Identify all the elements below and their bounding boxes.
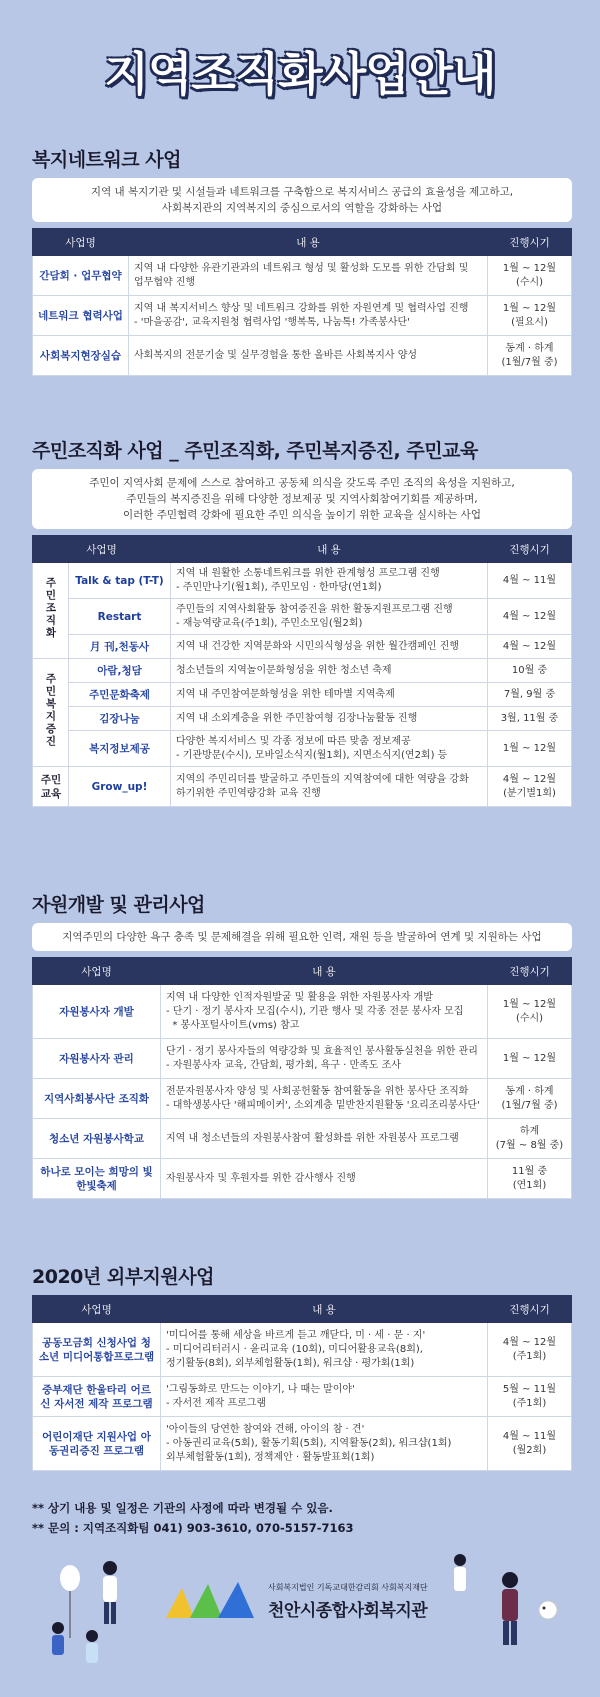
program-content: 청소년들의 지역놀이문화형성을 위한 청소년 축제 bbox=[171, 659, 488, 683]
period-line: (1월/7월 중) bbox=[501, 1099, 558, 1111]
footnote-line: ** 문의 : 지역조직화팀 041) 903-3610, 070-5157-7163 bbox=[32, 1521, 354, 1535]
person-body bbox=[52, 1635, 64, 1655]
table-welfare-network bbox=[32, 228, 572, 376]
program-name: 자원봉사자 개발 bbox=[33, 985, 161, 1039]
logo-shape-green bbox=[190, 1584, 222, 1618]
program-period bbox=[488, 1079, 572, 1119]
program-content bbox=[161, 1039, 488, 1079]
person-head bbox=[86, 1630, 98, 1642]
intro-line: 지역주민의 다양한 욕구 충족 및 문제해결을 위해 필요한 인력, 재원 등을 발굴하여 연계 및 지원하는 사업 bbox=[62, 931, 542, 943]
col-header: 진행시기 bbox=[488, 536, 572, 563]
organization-logo-area bbox=[160, 1578, 460, 1628]
period-line: (월2회) bbox=[512, 1444, 547, 1456]
program-content: 지역 내 소외계층을 위한 주민참여형 김장나눔활동 진행 bbox=[171, 707, 488, 731]
intro-line: 사회복지관의 지역복지의 중심으로서의 역할을 강화하는 사업 bbox=[161, 202, 443, 214]
section-intro bbox=[32, 178, 572, 222]
col-header: 내 용 bbox=[171, 536, 488, 563]
program-name: 하나로 모이는 희망의 빛 한빛축제 bbox=[33, 1159, 161, 1199]
table-external-support bbox=[32, 1295, 572, 1471]
program-name: 복지정보제공 bbox=[69, 731, 171, 767]
organization-logo-icon bbox=[160, 1578, 260, 1622]
table-header-row bbox=[33, 229, 572, 256]
person-body bbox=[86, 1643, 98, 1663]
person-leg bbox=[503, 1621, 509, 1645]
page-title: 지역조직화사업안내 bbox=[104, 47, 496, 101]
content-line: 주민들의 지역사회활동 참여증진을 위한 활동지원프로그램 진행 bbox=[176, 603, 453, 615]
col-header: 사업명 bbox=[33, 229, 129, 256]
program-period: 7월, 9월 중 bbox=[488, 683, 572, 707]
program-name: 중부재단 한울타리 어르신 자서전 제작 프로그램 bbox=[33, 1377, 161, 1417]
content-line: 정기활동(8회), 외부체험활동(1회), 워크샵 · 평가회(1회) bbox=[166, 1357, 415, 1369]
col-header: 사업명 bbox=[33, 1296, 161, 1323]
program-period bbox=[488, 985, 572, 1039]
program-content: 지역 내 건강한 지역문화와 시민의식형성을 위한 월간캠페인 진행 bbox=[171, 635, 488, 659]
program-period bbox=[488, 1159, 572, 1199]
table-header-row bbox=[33, 1296, 572, 1323]
program-content bbox=[161, 1377, 488, 1417]
period-line: (수시) bbox=[515, 276, 544, 288]
col-header: 진행시기 bbox=[488, 958, 572, 985]
content-line: 지역의 주민리더를 발굴하고 주민들의 지역참여에 대한 역량을 강화 bbox=[176, 773, 469, 785]
table-row bbox=[33, 1119, 572, 1159]
content-line: - 기관방문(수시), 모바일소식지(월1회), 지면소식지(연2회) 등 bbox=[176, 749, 448, 761]
program-content bbox=[171, 599, 488, 635]
content-line: 하기위한 주민역량강화 교육 진행 bbox=[176, 787, 321, 799]
section-title: 주민조직화 사업 _ 주민조직화, 주민복지증진, 주민교육 bbox=[32, 440, 478, 462]
content-line: - 자원봉사자 교육, 간담회, 평가회, 욕구 · 만족도 조사 bbox=[166, 1059, 401, 1071]
program-name: 어린이재단 지원사업 아동권리증진 프로그램 bbox=[33, 1417, 161, 1471]
program-content bbox=[129, 296, 488, 336]
table-resource-development bbox=[32, 957, 572, 1199]
person-head bbox=[103, 1561, 117, 1575]
people-illustration-left bbox=[40, 1548, 150, 1678]
program-period bbox=[488, 767, 572, 807]
program-name: 사회복지현장실습 bbox=[33, 336, 129, 376]
period-line: 동계 · 하계 bbox=[505, 342, 554, 354]
program-period bbox=[488, 1417, 572, 1471]
program-period bbox=[488, 296, 572, 336]
table-row bbox=[33, 599, 572, 635]
section-resident-organizing bbox=[32, 436, 572, 807]
content-line: - 단기 · 정기 봉사자 모집(수시), 기관 행사 및 각종 전문 봉사자 모집 bbox=[166, 1005, 464, 1017]
content-line: - 주민만나기(월1회), 주민모임 · 한마당(연1회) bbox=[176, 581, 382, 593]
content-line: 지역 내 다양한 유관기관과의 네트워크 형성 및 활성화 도모를 위한 간담회 및 bbox=[134, 262, 469, 274]
table-row bbox=[33, 1079, 572, 1119]
period-line: (7월 ~ 8월 중) bbox=[495, 1139, 564, 1151]
period-line: (분기별1회) bbox=[503, 787, 556, 799]
col-header: 진행시기 bbox=[488, 229, 572, 256]
program-content bbox=[129, 336, 488, 376]
section-intro bbox=[32, 923, 572, 951]
period-line: 11월 중 bbox=[511, 1165, 548, 1177]
period-line: (필요시) bbox=[511, 316, 548, 328]
program-content: 지역 내 주민참여문화형성을 위한 테마별 지역축제 bbox=[171, 683, 488, 707]
table-row bbox=[33, 256, 572, 296]
content-line: '미디어를 통해 세상을 바르게 듣고 깨닫다, 미 · 세 · 문 · 지' bbox=[166, 1329, 426, 1341]
table-row bbox=[33, 563, 572, 599]
content-line: 지역 내 다양한 인적자원발굴 및 활용을 위한 자원봉사자 개발 bbox=[166, 991, 433, 1003]
table-row bbox=[33, 336, 572, 376]
table-row bbox=[33, 635, 572, 659]
table-row bbox=[33, 985, 572, 1039]
content-line: '아이들의 당연한 참여와 견해, 아이의 참 · 견' bbox=[166, 1423, 365, 1435]
col-header: 내 용 bbox=[161, 1296, 488, 1323]
program-period: 4월 ~ 11월 bbox=[488, 563, 572, 599]
table-row bbox=[33, 1039, 572, 1079]
content-line: 업무협약 진행 bbox=[134, 276, 196, 288]
table-row bbox=[33, 1377, 572, 1417]
intro-line: 주민들의 복지증진을 위해 다양한 정보제공 및 지역사회참여기회를 제공하며, bbox=[126, 493, 478, 505]
program-name: 청소년 자원봉사학교 bbox=[33, 1119, 161, 1159]
period-line: 1월 ~ 12월 bbox=[502, 302, 557, 314]
category-text: 주민교육 bbox=[40, 773, 62, 800]
category-label bbox=[33, 563, 69, 659]
table-header-row bbox=[33, 958, 572, 985]
program-content bbox=[161, 1323, 488, 1377]
program-name: 김장나눔 bbox=[69, 707, 171, 731]
section-welfare-network bbox=[32, 145, 572, 376]
program-period bbox=[488, 336, 572, 376]
program-content bbox=[171, 563, 488, 599]
program-name: 주민문화축제 bbox=[69, 683, 171, 707]
logo-shape-yellow bbox=[166, 1588, 194, 1618]
program-period: 1월 ~ 12월 bbox=[488, 731, 572, 767]
person-leg bbox=[111, 1602, 116, 1624]
content-line: '그림동화로 만드는 이야기, 나 때는 말이야' bbox=[166, 1383, 355, 1395]
content-line: 지역 내 복지서비스 향상 및 네트워크 강화를 위한 자원연계 및 협력사업 진행 bbox=[134, 302, 469, 314]
col-header: 사업명 bbox=[33, 958, 161, 985]
content-line: 단기 · 정기 봉사자들의 역량강화 및 효율적인 봉사활동실천을 위한 관리 bbox=[166, 1045, 478, 1057]
content-line: 다양한 복지서비스 및 각종 정보에 따른 맞춤 정보제공 bbox=[176, 735, 411, 747]
program-period bbox=[488, 1119, 572, 1159]
program-content bbox=[129, 256, 488, 296]
person-body bbox=[502, 1589, 518, 1621]
balloon-icon bbox=[60, 1565, 80, 1591]
program-period: 4월 ~ 12월 bbox=[488, 599, 572, 635]
program-period: 3월, 11월 중 bbox=[488, 707, 572, 731]
table-row bbox=[33, 1323, 572, 1377]
table-row bbox=[33, 767, 572, 807]
content-line: - 재능역량교육(주1회), 주민소모임(월2회) bbox=[176, 617, 363, 629]
logo-shape-blue bbox=[218, 1582, 254, 1618]
period-line: (연1회) bbox=[512, 1179, 547, 1191]
col-header: 진행시기 bbox=[488, 1296, 572, 1323]
content-line: 외부체험활동(1회), 정책제안 · 활동발표회(1회) bbox=[166, 1451, 375, 1463]
content-line: - 미디어리터러시 · 윤리교육 (10회), 미디어활용교육(8회), bbox=[166, 1343, 423, 1355]
section-title: 자원개발 및 관리사업 bbox=[32, 894, 205, 916]
person-leg bbox=[104, 1602, 109, 1624]
col-header: 사업명 bbox=[33, 536, 171, 563]
program-period: 1월 ~ 12월 bbox=[488, 1039, 572, 1079]
program-name: 네트워크 협력사업 bbox=[33, 296, 129, 336]
program-name: 아람,청담 bbox=[69, 659, 171, 683]
content-line: - 아동권리교육(5회), 활동기획(5회), 지역활동(2회), 워크샵(1회) bbox=[166, 1437, 452, 1449]
table-header-row bbox=[33, 536, 572, 563]
table-row bbox=[33, 1417, 572, 1471]
person-leg bbox=[511, 1621, 517, 1645]
period-line: 4월 ~ 12월 bbox=[502, 1336, 557, 1348]
category-text: 주민조직화 bbox=[44, 577, 57, 640]
program-name: 자원봉사자 관리 bbox=[33, 1039, 161, 1079]
table-row bbox=[33, 659, 572, 683]
section-intro bbox=[32, 469, 572, 529]
program-name: 月 刊,천동사 bbox=[69, 635, 171, 659]
program-name: 간담회 · 업무협약 bbox=[33, 256, 129, 296]
footnote-line: ** 상기 내용 및 일정은 기관의 사정에 따라 변경될 수 있음. bbox=[32, 1501, 333, 1515]
period-line: (주1회) bbox=[512, 1350, 547, 1362]
table-resident-organizing bbox=[32, 535, 572, 807]
period-line: 동계 · 하계 bbox=[505, 1085, 554, 1097]
period-line: (1월/7월 중) bbox=[501, 356, 558, 368]
program-period: 10월 중 bbox=[488, 659, 572, 683]
dog-icon bbox=[539, 1601, 557, 1619]
content-line: - '마을공감', 교육지원청 협력사업 '행복톡, 나눔톡! 가족봉사단' bbox=[134, 316, 410, 328]
person-body bbox=[103, 1576, 117, 1602]
section-title: 2020년 외부지원사업 bbox=[32, 1266, 214, 1288]
table-row bbox=[33, 1159, 572, 1199]
program-period bbox=[488, 1377, 572, 1417]
content-line: 지역 내 원활한 소통네트워크를 위한 관계형성 프로그램 진행 bbox=[176, 567, 440, 579]
table-row bbox=[33, 707, 572, 731]
period-line: (수시) bbox=[515, 1012, 544, 1024]
section-external-support bbox=[32, 1262, 572, 1471]
organization-subtitle: 사회복지법인 기독교대한감리회 사회복지재단 bbox=[268, 1583, 428, 1592]
program-name: Grow_up! bbox=[69, 767, 171, 807]
col-header: 내 용 bbox=[161, 958, 488, 985]
program-name: Restart bbox=[69, 599, 171, 635]
program-period bbox=[488, 256, 572, 296]
content-line: * 봉사포털사이트(vms) 참고 bbox=[166, 1019, 300, 1031]
period-line: 4월 ~ 11월 bbox=[502, 1430, 557, 1442]
content-line: - 대학생봉사단 '해피메이커', 소외계층 밑반찬지원활동 '요리조리봉사단' bbox=[166, 1099, 480, 1111]
period-line: 5월 ~ 11월 bbox=[502, 1383, 557, 1395]
program-period bbox=[488, 1323, 572, 1377]
program-period: 4월 ~ 12월 bbox=[488, 635, 572, 659]
table-row bbox=[33, 683, 572, 707]
table-row bbox=[33, 731, 572, 767]
table-row bbox=[33, 296, 572, 336]
program-content bbox=[161, 985, 488, 1039]
content-line: 사회복지의 전문기술 및 실무경험을 통한 올바른 사회복지사 양성 bbox=[134, 349, 418, 361]
section-title: 복지네트워크 사업 bbox=[32, 149, 181, 171]
content-line: 전문자원봉사자 양성 및 사회공헌활동 참여활동을 위한 봉사단 조직화 bbox=[166, 1085, 469, 1097]
intro-line: 주민이 지역사회 문제에 스스로 참여하고 공동체 의식을 갖도록 주민 조직의 육성을 지원하고, bbox=[89, 477, 515, 489]
program-name: Talk & tap (T-T) bbox=[69, 563, 171, 599]
program-content bbox=[161, 1079, 488, 1119]
category-label bbox=[33, 659, 69, 767]
person-head bbox=[52, 1622, 64, 1634]
person-head bbox=[454, 1554, 466, 1566]
program-content bbox=[171, 731, 488, 767]
intro-line: 지역 내 복지기관 및 시설들과 네트워크를 구축함으로 복지서비스 공급의 효율성을 제고하고, bbox=[90, 186, 514, 198]
period-line: 1월 ~ 12월 bbox=[502, 998, 557, 1010]
period-line: 1월 ~ 12월 bbox=[502, 262, 557, 274]
program-content bbox=[161, 1417, 488, 1471]
program-content: 자원봉사자 및 후원자를 위한 감사행사 진행 bbox=[161, 1159, 488, 1199]
footnotes bbox=[32, 1498, 354, 1538]
col-header: 내 용 bbox=[129, 229, 488, 256]
period-line: 하계 bbox=[519, 1125, 540, 1137]
section-resource-development bbox=[32, 890, 572, 1199]
organization-name: 천안시종합사회복지관 bbox=[268, 1601, 428, 1621]
period-line: (주1회) bbox=[512, 1397, 547, 1409]
category-text: 주민복지증진 bbox=[44, 673, 57, 748]
program-content: 지역 내 청소년들의 자원봉사참여 활성화를 위한 자원봉사 프로그램 bbox=[161, 1119, 488, 1159]
program-content bbox=[171, 767, 488, 807]
content-line: - 자서전 제작 프로그램 bbox=[166, 1397, 267, 1409]
program-name: 지역사회봉사단 조직화 bbox=[33, 1079, 161, 1119]
program-name: 공동모금회 신청사업 청소년 미디어통합프로그램 bbox=[33, 1323, 161, 1377]
dog-eye bbox=[543, 1607, 546, 1610]
period-line: 4월 ~ 12월 bbox=[502, 773, 557, 785]
person-head bbox=[502, 1572, 518, 1588]
category-label bbox=[33, 767, 69, 807]
intro-line: 이러한 주민협력 강화에 필요한 주민 의식을 높이기 위한 교육을 실시하는 사업 bbox=[123, 509, 481, 521]
